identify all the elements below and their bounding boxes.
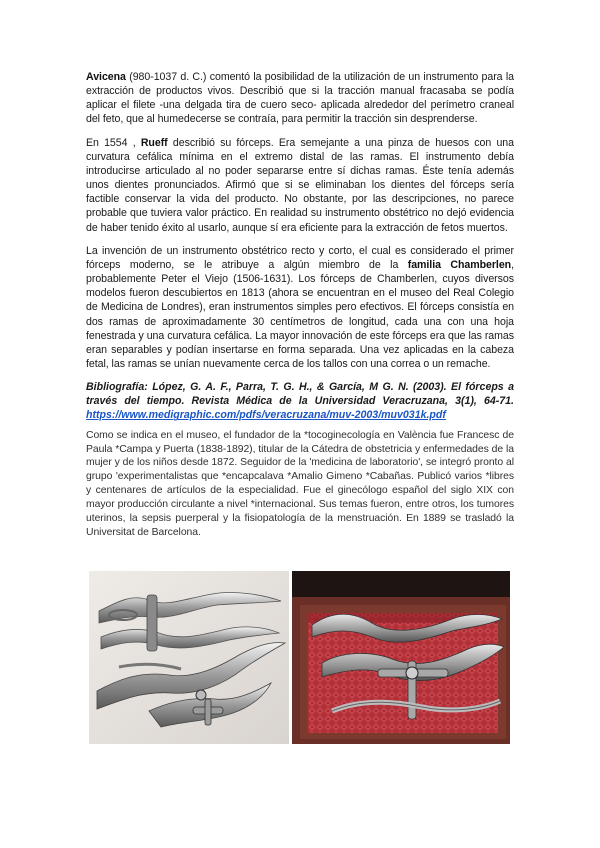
paragraph-chamberlen <box>86 244 514 371</box>
name-avicena: Avicena <box>86 71 126 83</box>
forceps-photo-left <box>89 571 289 744</box>
name-rueff: Rueff <box>140 136 168 149</box>
chamberlen-prefix: La invención de un instrumento obstétrico recto y corto, el cual es considerado el primer fórceps moderno, se le atribuye a algún miembro de la <box>86 244 514 271</box>
chamberlen-text: , probablemente Peter el Viejo (1506-1631). Los fórceps de Chamberlen, cuyos diversos modelos fueron descubiertos en 1813 (ahora se encuentran en el museo del Real Colegio de Medicina de Londres), eran instrumentos simples pero efectivos. El fórceps consistía en dos ramas de aproximadamente 30 centímetros de longitud, cada una con una hoja fenestrada y una curvatura cefálica. La mayor innovación de este fórceps era que las ramas eran separables y podían insertarse en forma separada. Una vez aplicadas en la cabeza fetal, las ramas se unían nuevamente cerca de los tallos con una correa o un remache. <box>86 258 514 370</box>
rueff-text: describió su fórceps. Era semejante a una pinza de huesos con una curvatura cefálica mínima en el extremo distal de las ramas. El instrumento debía introducirse articulado al no poder separarse entre sí dichas ramas. Éste tenía además unos dientes pronunciados. Afirmó que si se eliminaban los dientes del fórceps sería factible conservar la vida del producto. No obstante, por las descripciones, no parece probable que tuviera valor práctico. En realidad su instrumento obstétrico no dejó evidencia de haber tenido éxito al usarlo, aunque sí era eficiente para la extracción de fetos muertos. <box>86 136 514 234</box>
paragraph-museum: Como se indica en el museo, el fundador de la *tocoginecología en València fue Francesc de Paula *Campa y Puerta (1838-1892), titular de la Cátedra de obstetricia y enfermedades de la mujer y de los niños desde 1872. Seguidor de la 'medicina de laboratorio', se integró pronto al grupo 'experimentalistas que *encapcalava *Amalio Gimeno *Cabañas. Publicó varios *libres y centenares de artículos de la especialidad. Fue el ginecólogo español del siglo XIX con mayor producción circulante a nivel *internacional. Sus temas fueron, entre otros, los tumores uterinos, la sepsis puerperal y la fisiopatología de la menstruación. En 1889 se trasladó la Universitat de Barcelona. <box>86 429 514 538</box>
paragraph-avicena <box>86 70 514 127</box>
bibliography <box>86 380 514 422</box>
paragraph-rueff <box>86 136 514 235</box>
bibliography-text: Bibliografía: López, G. A. F., Parra, T. G. H., & García, M G. N. (2003). El fórceps a través del tiempo. Revista Médica de la Universidad Veracruzana, 3(1), 64-71. <box>86 381 514 408</box>
forceps-case-photo-right <box>292 571 510 744</box>
bibliography-link[interactable]: https://www.medigraphic.com/pdfs/veracruzana/muv-2003/muv031k.pdf <box>86 409 446 422</box>
name-chamberlen: familia Chamberlen <box>407 258 512 271</box>
rueff-prefix: En 1554 , <box>86 136 141 149</box>
avicena-text: (980-1037 d. C.) comentó la posibilidad de la utilización de un instrumento para la extracción de productos vivos. Describió que si la tracción manual fracasaba se podía aplicar el filete -una delgada tira de cuero seco- aplicada alrededor del perímetro craneal del feto, que al humedecerse se contraía, para permitir la tracción sin desprenderse. <box>86 71 514 126</box>
document-body <box>86 70 514 540</box>
